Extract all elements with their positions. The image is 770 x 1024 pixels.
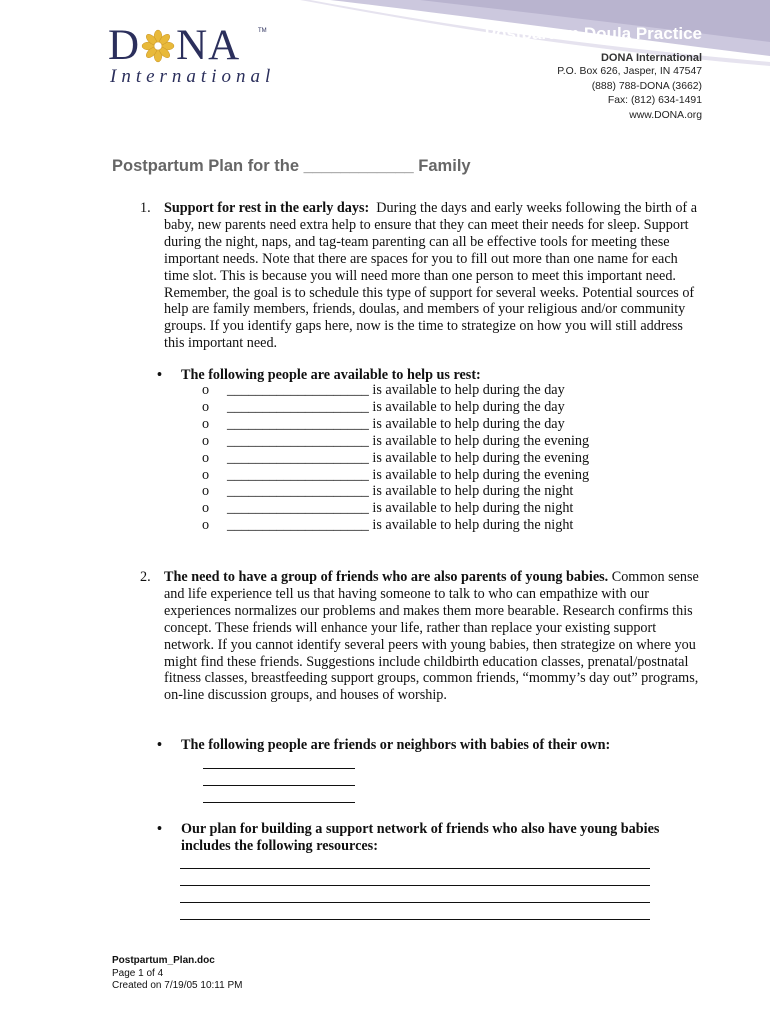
section-1-paragraph xyxy=(164,200,700,352)
list-item[interactable]: o ____________________ is available to help during the day xyxy=(202,415,565,432)
friends-bullet-text: The following people are friends or neighbors with babies of their own: xyxy=(181,737,611,753)
list-item[interactable]: o ____________________ is available to help during the evening xyxy=(202,466,590,483)
list-item[interactable]: o ____________________ is available to help during the day xyxy=(202,398,565,415)
plan-title: Postpartum Plan for the ____________ Family xyxy=(112,157,471,175)
section-1-body: During the days and early weeks following the birth of a baby, new parents need extra help to ensure that they can meet their needs for sleep. Support during the night, naps, and tag-team parenting can all be effective tools for meeting these important needs. Note that there are spaces for you to fill out more than one name for each time slot. This is because you will need more than one person to meet this important need. Remember, the goal is to schedule this type of support for several weeks. Potential sources of help are family members, friends, doulas, and members of your religious and/or community groups. If you identify gaps here, now is the time to strategize on how you will still address this important need. xyxy=(164,200,698,352)
blank-line[interactable] xyxy=(180,903,650,920)
contact-phone: (888) 788-DONA (3662) xyxy=(591,80,702,92)
rest-bullet: • The following people are available to help us rest: xyxy=(157,367,481,383)
logo-subtitle: International xyxy=(110,66,276,87)
logo-wordmark xyxy=(108,22,240,70)
list-item[interactable]: o ____________________ is available to help during the day xyxy=(202,382,565,398)
list-item[interactable]: o ____________________ is available to help during the night xyxy=(202,483,574,500)
dona-logo xyxy=(108,22,276,92)
contact-fax: Fax: (812) 634-1491 xyxy=(607,95,702,107)
section-1 xyxy=(140,200,700,352)
blank-line[interactable] xyxy=(203,769,355,786)
network-blank-lines xyxy=(180,852,650,920)
blank-line[interactable] xyxy=(203,786,355,803)
section-2-body: Common sense and life experience tell us that having someone to talk to who can empathize with our experiences normalizes our problems and makes them more bearable. Research confirms this concept. These friends will enhance your life, rather than replace your existing support network. If you cannot identify several peers with young babies, then strategize on where you might find these friends. Suggestions include childbirth education classes, prenatal/postnatal fitness classes, breastfeeding support groups, common friends, “mommy’s day out” programs, on-line discussion groups, and houses of worship. xyxy=(164,569,699,704)
section-2 xyxy=(140,569,700,704)
contact-org: DONA International xyxy=(600,52,702,64)
network-bullet: • Our plan for building a support network of friends who also have young babies includes the following resources: xyxy=(157,821,660,854)
list-item[interactable]: o ____________________ is available to help during the night xyxy=(202,500,574,517)
rest-list xyxy=(202,382,589,534)
header-title: Postpartum Doula Practice xyxy=(484,24,702,43)
logo-letter-d: D xyxy=(108,22,141,69)
footer-page: Page 1 of 4 xyxy=(112,967,164,979)
section-1-heading: Support for rest in the early days: xyxy=(164,200,370,216)
blank-line[interactable] xyxy=(180,869,650,886)
blank-line[interactable] xyxy=(203,752,355,769)
section-1-number: 1. xyxy=(140,200,151,216)
friends-bullet: • The following people are friends or neighbors with babies of their own: xyxy=(157,737,611,753)
flower-icon xyxy=(141,29,175,63)
page-footer xyxy=(112,955,242,993)
contact-web: www.DONA.org xyxy=(629,109,702,121)
list-item[interactable]: o ____________________ is available to help during the evening xyxy=(202,432,590,449)
blank-line[interactable] xyxy=(180,886,650,903)
friends-blank-lines xyxy=(203,752,355,803)
logo-tm: TM xyxy=(258,28,267,34)
list-item[interactable]: o ____________________ is available to help during the night xyxy=(202,517,574,534)
rest-bullet-text: The following people are available to help us rest: xyxy=(181,367,481,383)
list-item[interactable]: o ____________________ is available to help during the evening xyxy=(202,449,590,466)
section-2-heading: The need to have a group of friends who are also parents of young babies. xyxy=(164,569,609,585)
logo-letters-na: NA xyxy=(176,22,241,69)
footer-filename: Postpartum_Plan.doc xyxy=(112,955,215,966)
network-bullet-line2: includes the following resources: xyxy=(181,837,378,854)
section-2-paragraph xyxy=(164,569,700,704)
contact-block xyxy=(557,51,702,123)
network-bullet-line1: Our plan for building a support network of friends who also have young babies xyxy=(181,821,660,837)
contact-address: P.O. Box 626, Jasper, IN 47547 xyxy=(557,66,702,78)
blank-line[interactable] xyxy=(180,852,650,869)
footer-created: Created on 7/19/05 10:11 PM xyxy=(112,980,243,991)
section-2-number: 2. xyxy=(140,569,151,585)
